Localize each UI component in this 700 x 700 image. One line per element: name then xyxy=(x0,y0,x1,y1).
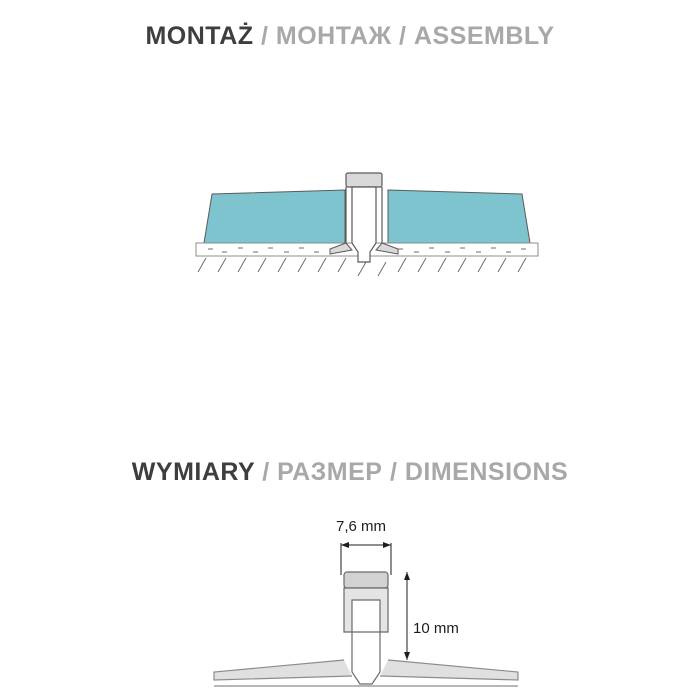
height-dimension-label: 10 mm xyxy=(413,620,459,637)
width-arrow-left xyxy=(341,542,349,548)
substrate-bed xyxy=(196,243,538,256)
assembly-title-pl: MONTAŻ xyxy=(145,22,254,50)
dim-profile-walls xyxy=(344,588,388,632)
dim-profile-head xyxy=(344,572,388,588)
cross-section-assembly-icon xyxy=(196,173,538,276)
assembly-title-en: ASSEMBLY xyxy=(413,22,555,50)
assembly-title-ru: МОНТАЖ xyxy=(275,22,392,50)
dimensions-title-pl: WYMIARY xyxy=(131,458,255,486)
slab-hatching xyxy=(198,258,526,276)
panel-left xyxy=(204,190,345,243)
substrate-speckles xyxy=(208,248,526,252)
dim-profile-web xyxy=(352,632,380,684)
assembly-title-sep1: / xyxy=(260,22,269,50)
dim-flange-left xyxy=(214,660,352,680)
width-arrow-right xyxy=(383,542,391,548)
profile-foot-right xyxy=(376,243,398,254)
width-dimension-label: 7,6 mm xyxy=(336,518,387,535)
dimensions-title-sep2: / xyxy=(389,458,398,486)
panel-right xyxy=(388,190,530,243)
profile-head xyxy=(346,173,382,187)
dimensions-title-en: DIMENSIONS xyxy=(404,458,569,486)
assembly-section-title xyxy=(0,22,700,51)
profile-foot-left xyxy=(330,243,352,254)
assembly-title-sep2: / xyxy=(399,22,407,50)
dimensions-section-title xyxy=(0,458,700,487)
cross-section-dimensions-icon xyxy=(214,542,518,686)
height-arrow-top xyxy=(404,572,410,580)
dim-flange-right xyxy=(380,660,518,680)
dimensions-title-ru: РАЗМЕР xyxy=(277,458,383,486)
profile-web xyxy=(352,187,376,262)
dimensions-title-sep1: / xyxy=(262,458,270,486)
height-arrow-bottom xyxy=(404,652,410,660)
